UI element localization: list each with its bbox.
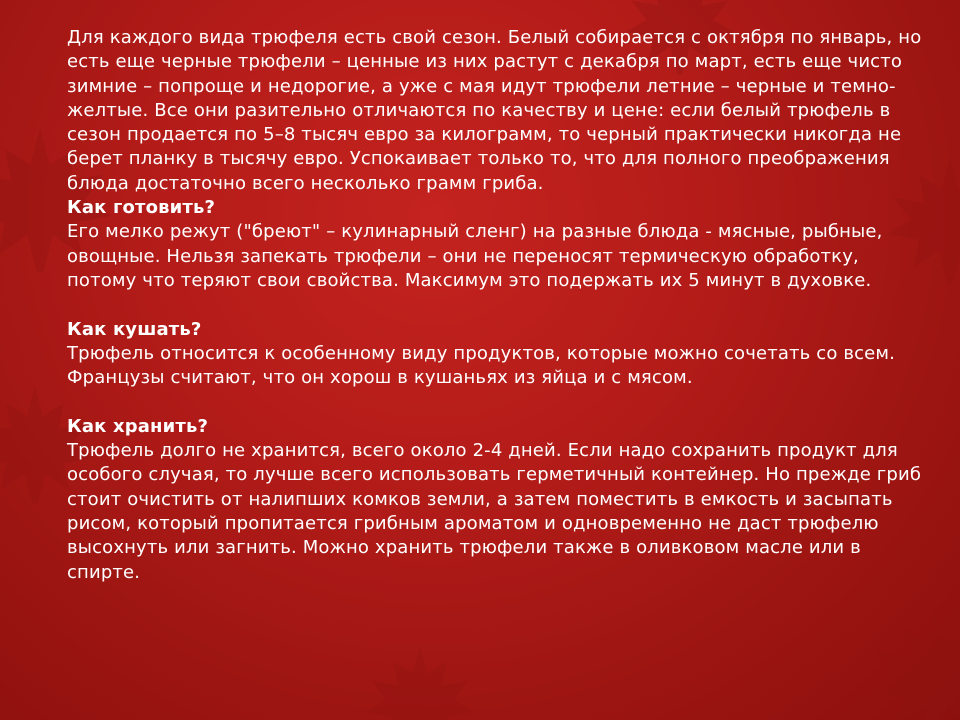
section-heading-cook: Как готовить? (67, 197, 216, 219)
intro-paragraph: Для каждого вида трюфеля есть свой сезон. Белый собирается с октября по январь, но есть еще черные трюфели – ценные из них растут с декабря по март, есть еще чисто зимние – попроще и недорогие, а уже с мая идут трюфели летние – черные и темно-желтые. Все они разительно отличаются по качеству и цене: если белый трюфель в сезон продается по 5–8 тысяч евро за килограмм, то черный практически никогда не берет планку в тысячу евро. Успокаивает только то, что для полного преображения блюда достаточно всего несколько грамм гриба. (67, 27, 922, 194)
paragraph-spacer (67, 390, 927, 414)
section-body-cook: Его мелко режут ("бреют" – кулинарный сленг) на разные блюда - мясные, рыбные, овощные. Нельзя запекать трюфели – они не переносят термическую обработку, потому что теряют свои свойства. Максимум это подержать их 5 минут в духовке. (67, 221, 883, 291)
maple-leaf-icon (860, 600, 960, 720)
paragraph-spacer (67, 293, 927, 317)
slide-text-body (67, 26, 927, 585)
section-body-eat: Трюфель относится к особенному виду продуктов, которые можно сочетать со всем. Французы считают, что он хорош в кушаньях из яйца и с мясом. (67, 342, 896, 389)
section-heading-store: Как хранить? (67, 415, 209, 437)
section-heading-eat: Как кушать? (67, 318, 202, 340)
section-body-store: Трюфель долго не хранится, всего около 2-4 дней. Если надо сохранить продукт для особого случая, то лучше всего использовать герметичный контейнер. Но прежде гриб стоит очистить от налипших комков земли, а затем поместить в емкость и засыпать рисом, который пропитается грибным ароматом и одновременно не даст трюфелю высохнуть или загнить. Можно хранить трюфели также в оливковом масле или в спирте. (67, 440, 922, 583)
maple-leaf-icon (360, 640, 480, 720)
